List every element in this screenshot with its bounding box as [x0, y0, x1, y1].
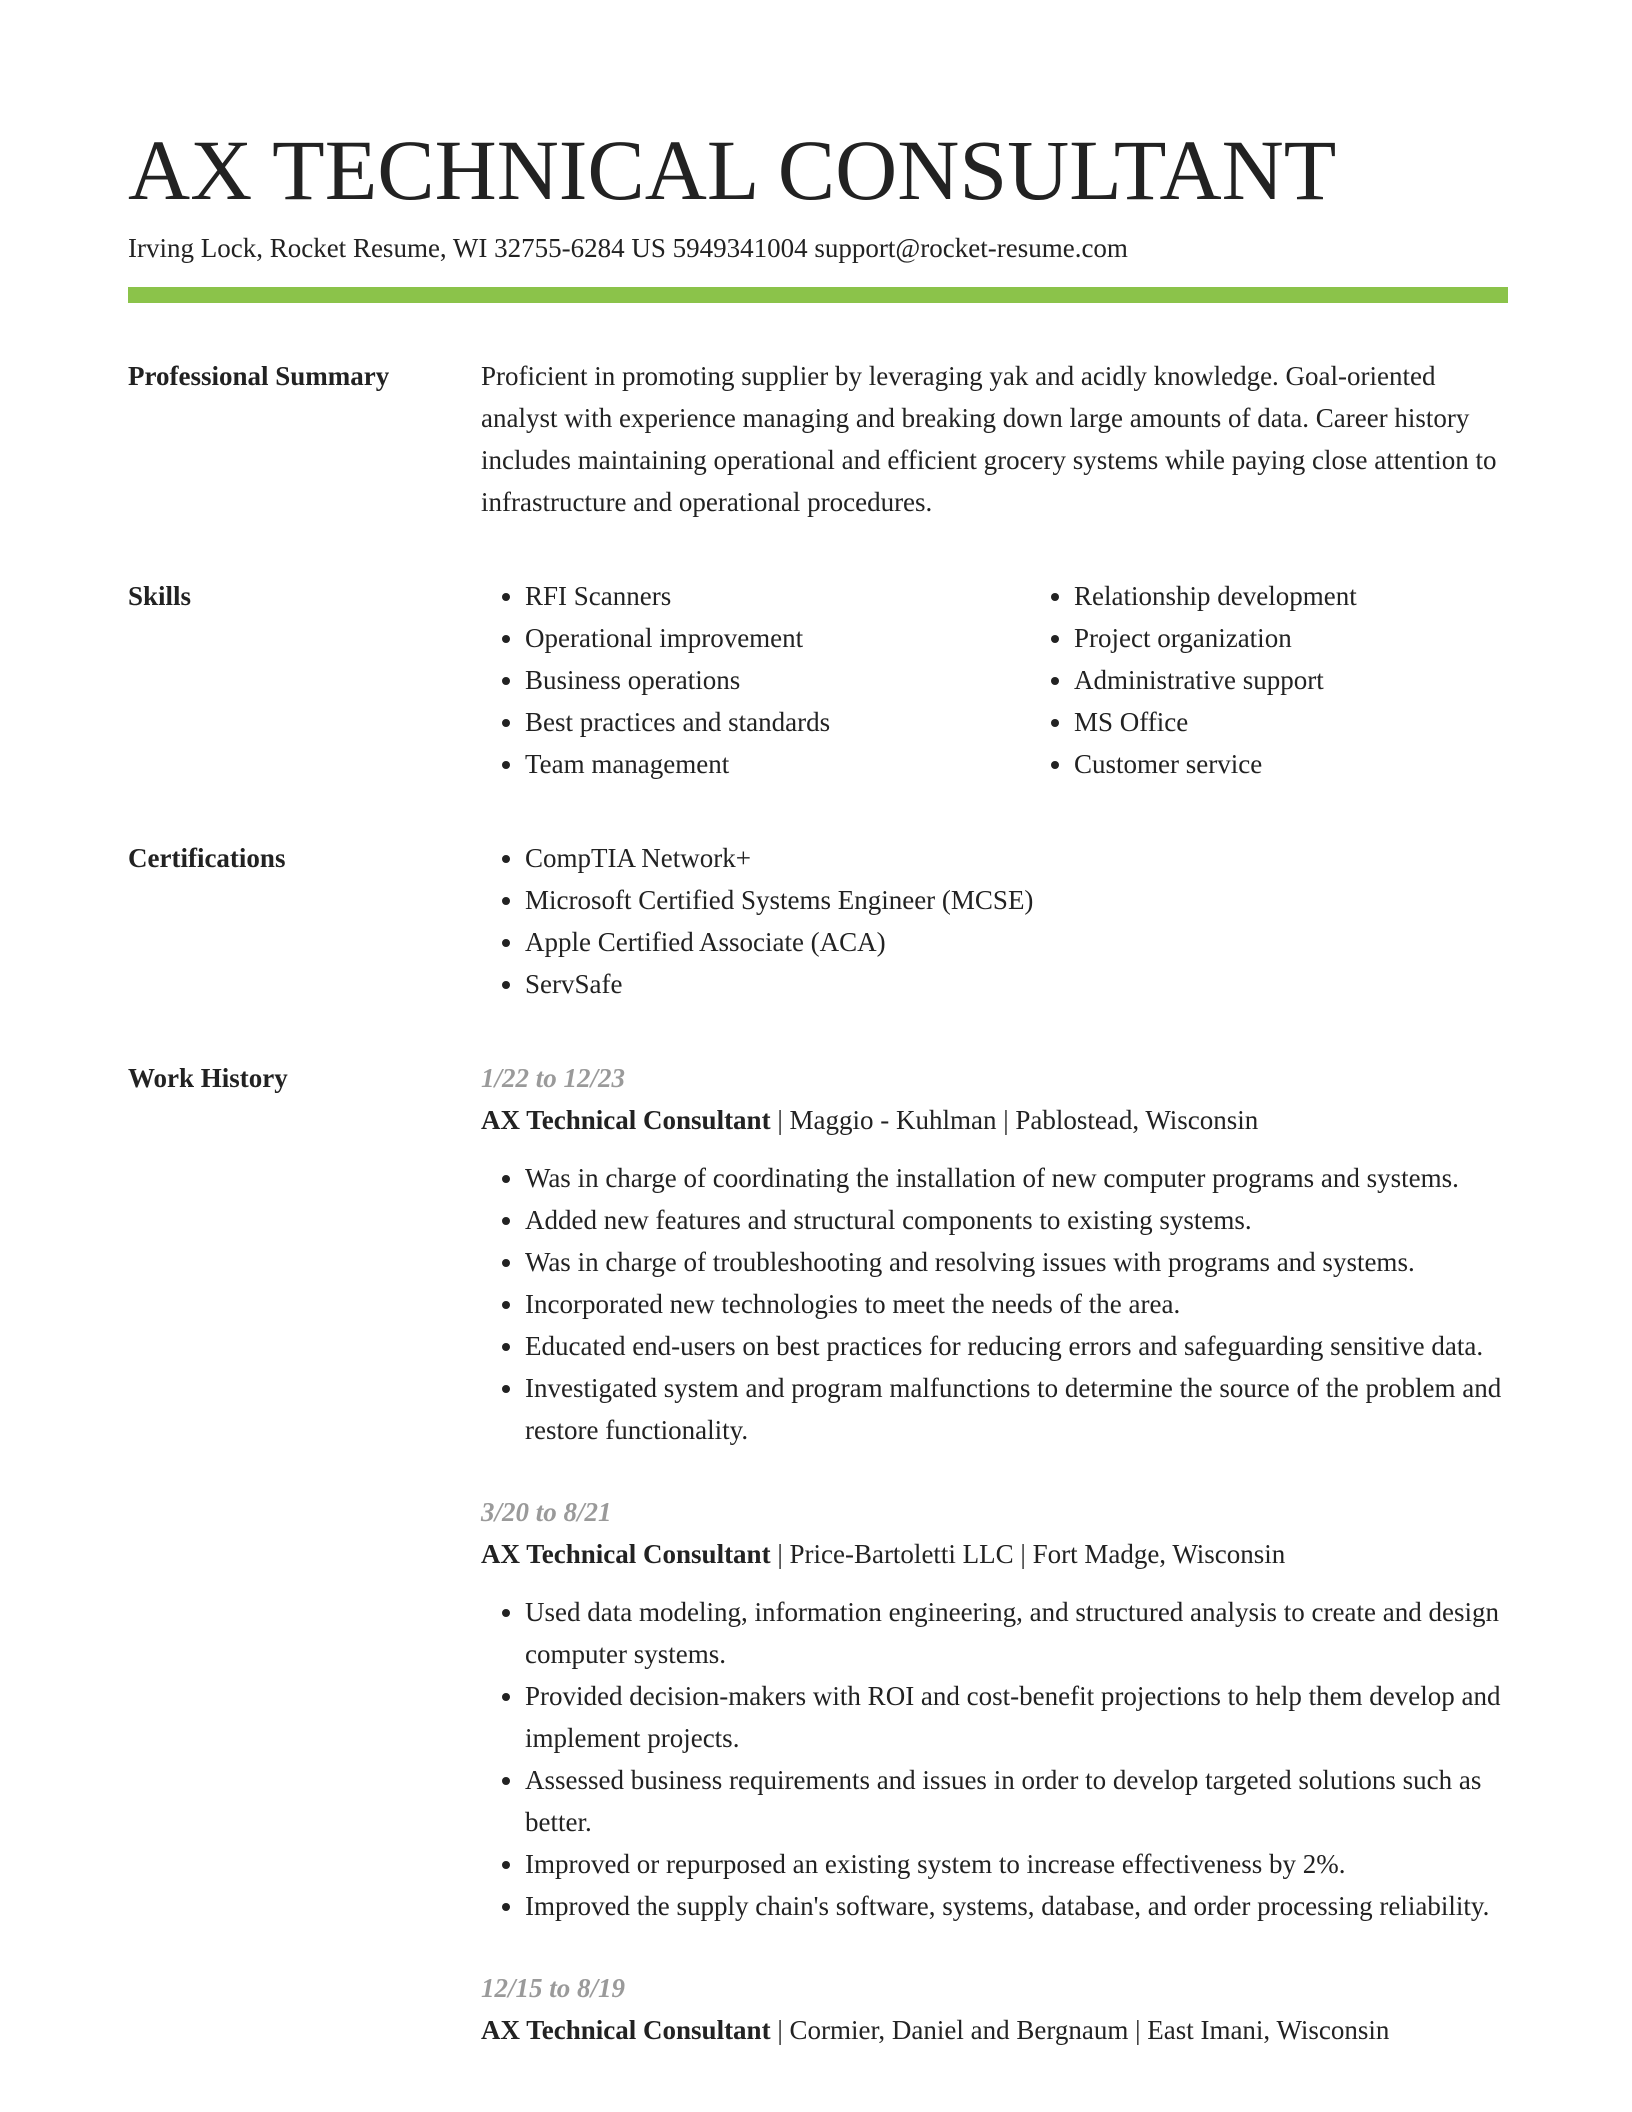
skill-item: • Customer service	[1074, 743, 1579, 785]
skill-item: • Best practices and standards	[525, 701, 1030, 743]
section-certifications	[128, 837, 1508, 1005]
job-details: | Price-Bartoletti LLC | Fort Madge, Wisconsin	[770, 1539, 1286, 1569]
skills-column-2	[1030, 575, 1579, 785]
job-details: | Cormier, Daniel and Bergnaum | East Imani, Wisconsin	[770, 2015, 1390, 2045]
job-entry	[481, 1967, 1508, 2051]
job-date: 12/15 to 8/19	[481, 1973, 626, 2003]
section-label: Skills	[128, 581, 192, 611]
skill-item: • RFI Scanners	[525, 575, 1030, 617]
skill-item: • Team management	[525, 743, 1030, 785]
job-bullet: • Educated end-users on best practices for reducing errors and safeguarding sensitive data.	[525, 1325, 1508, 1367]
contact-line: Irving Lock, Rocket Resume, WI 32755-6284 US 5949341004 support@rocket-resume.com	[128, 233, 1128, 263]
section-label: Certifications	[128, 843, 286, 873]
skill-item: • Project organization	[1074, 617, 1579, 659]
job-title: AX Technical Consultant	[481, 1105, 771, 1135]
job-title: AX Technical Consultant	[481, 2015, 771, 2045]
skill-item: • MS Office	[1074, 701, 1579, 743]
accent-divider	[128, 287, 1508, 303]
job-bullet: • Added new features and structural components to existing systems.	[525, 1199, 1508, 1241]
job-bullets	[481, 1157, 1508, 1451]
certification-item: • Microsoft Certified Systems Engineer (MCSE)	[525, 879, 1508, 921]
section-work-history	[128, 1057, 1508, 2051]
job-bullet: • Was in charge of coordinating the installation of new computer programs and systems.	[525, 1157, 1508, 1199]
certification-item: • CompTIA Network+	[525, 837, 1508, 879]
summary-text: Proficient in promoting supplier by leveraging yak and acidly knowledge. Goal-oriented analyst with experience managing and breaking down large amounts of data. Career history includes maintaining operational and efficient grocery systems while paying close attention to infrastructure and operational procedures.	[481, 361, 1497, 517]
section-label: Professional Summary	[128, 361, 390, 391]
skill-item: • Relationship development	[1074, 575, 1579, 617]
job-bullet: • Investigated system and program malfunctions to determine the source of the problem and restore functionality.	[525, 1367, 1508, 1451]
resume-name: AX TECHNICAL CONSULTANT	[128, 122, 1337, 218]
job-heading	[481, 1099, 1508, 1141]
skill-item: • Operational improvement	[525, 617, 1030, 659]
job-details: | Maggio - Kuhlman | Pablostead, Wisconsin	[770, 1105, 1259, 1135]
job-bullets	[481, 1591, 1508, 1927]
skill-item: • Administrative support	[1074, 659, 1579, 701]
job-heading	[481, 1533, 1508, 1575]
job-entry	[481, 1491, 1508, 1927]
skills-column-1	[481, 575, 1030, 785]
job-bullet: • Improved the supply chain's software, systems, database, and order processing reliability.	[525, 1885, 1508, 1927]
job-bullet: • Was in charge of troubleshooting and resolving issues with programs and systems.	[525, 1241, 1508, 1283]
resume-page	[128, 120, 1508, 2051]
job-heading	[481, 2009, 1508, 2051]
certifications-list	[481, 837, 1508, 1005]
job-bullet: • Provided decision-makers with ROI and cost-benefit projections to help them develop and implement projects.	[525, 1675, 1508, 1759]
job-title: AX Technical Consultant	[481, 1539, 771, 1569]
section-skills	[128, 575, 1508, 785]
job-bullet: • Assessed business requirements and issues in order to develop targeted solutions such as better.	[525, 1759, 1508, 1843]
job-bullet: • Incorporated new technologies to meet the needs of the area.	[525, 1283, 1508, 1325]
section-label: Work History	[128, 1063, 288, 1093]
job-bullet: • Used data modeling, information engineering, and structured analysis to create and design computer systems.	[525, 1591, 1508, 1675]
job-entry	[481, 1057, 1508, 1451]
section-summary	[128, 355, 1508, 523]
job-date: 1/22 to 12/23	[481, 1063, 626, 1093]
skill-item: • Business operations	[525, 659, 1030, 701]
certification-item: • ServSafe	[525, 963, 1508, 1005]
job-bullet: • Improved or repurposed an existing system to increase effectiveness by 2%.	[525, 1843, 1508, 1885]
job-date: 3/20 to 8/21	[481, 1497, 612, 1527]
certification-item: • Apple Certified Associate (ACA)	[525, 921, 1508, 963]
